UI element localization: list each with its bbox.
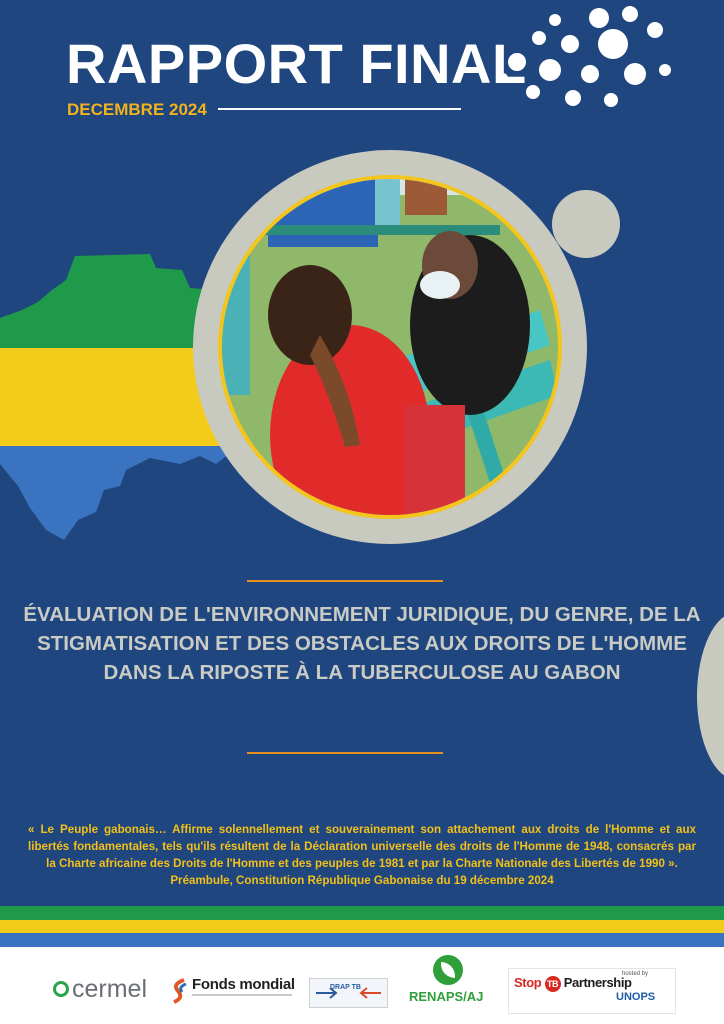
fonds-mondial-logo xyxy=(170,976,295,1006)
cover-photo xyxy=(180,135,600,555)
flag-band-blue xyxy=(0,933,724,947)
quote-text: « Le Peuple gabonais… Affirme solennellement et souverainement son attachement aux droits de l'Homme et aux libertés fondamentales, tels qu'ils résultent de la Déclaration universelle des droits de l'Homme de 1948, consacrés par la Charte africaine des Droits de l'Homme et des peuples de 1981 et par la Charte Nationale des Libertés de 1990 ». xyxy=(28,823,696,870)
heading-bottom-rule xyxy=(247,752,443,754)
fonds-mondial-tagline xyxy=(192,994,292,996)
drap-tb-text: DRAP TB xyxy=(330,984,361,991)
flag-band-green xyxy=(0,906,724,920)
hosted-by-text: hosted by xyxy=(622,971,649,977)
stop-tb-partnership-logo xyxy=(508,968,676,1014)
flag-band-yellow xyxy=(0,920,724,933)
drap-tb-logo xyxy=(309,978,388,1008)
quote-source: Préambule, Constitution République Gabonaise du 19 décembre 2024 xyxy=(170,874,554,887)
partnership-text: Partnership xyxy=(563,975,632,990)
heading-top-rule xyxy=(247,580,443,582)
cermel-ring-icon xyxy=(53,981,69,997)
tb-badge-icon: TB xyxy=(545,976,561,992)
constitution-quote xyxy=(28,821,696,889)
fonds-mondial-text: Fonds mondial xyxy=(192,976,295,993)
report-date: DECEMBRE 2024 xyxy=(67,100,207,119)
stop-text: Stop xyxy=(514,975,542,990)
cermel-logo-text: cermel xyxy=(72,975,148,1003)
stop-tb-wordmark xyxy=(514,975,632,992)
report-title: RAPPORT FINAL xyxy=(66,32,527,95)
fonds-mondial-icon xyxy=(170,978,190,1004)
report-heading: ÉVALUATION DE L'ENVIRONNEMENT JURIDIQUE, DU GENRE, DE LA STIGMATISATION ET DES OBSTACLES AUX DROITS DE L'HOMME DANS LA RIPOSTE À LA TUBERCULOSE AU GABON xyxy=(23,603,701,684)
unops-text: UNOPS xyxy=(616,991,656,1003)
renaps-logo xyxy=(409,955,483,1007)
cermel-logo xyxy=(53,975,147,1003)
date-underline xyxy=(218,108,461,110)
renaps-text: RENAPS/AJ xyxy=(409,989,484,1004)
